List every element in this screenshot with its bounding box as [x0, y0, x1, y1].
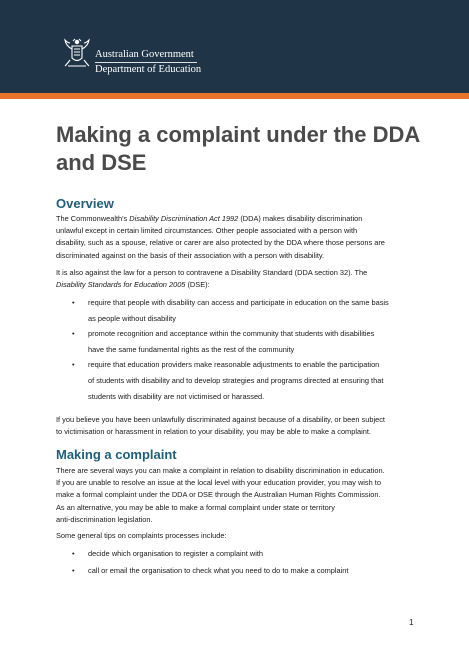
list-item-line: of students with disability and to develop strategies and programs directed at ensuring that [88, 376, 384, 385]
list-item-line: require that people with disability can access and participate in education on the same basis [88, 298, 389, 307]
overview-p1-line-2: unlawful except in certain limited circumstances. Other people associated with a person with [56, 226, 358, 236]
bullet-icon: • [72, 329, 75, 338]
overview-p2-line-1: It is also against the law for a person to contravene a Disability Standard (DDA section 32). The [56, 268, 368, 277]
making-p1-line-4: As an alternative, you may be able to make a formal complaint under state or territory [56, 502, 335, 512]
list-item-text: call or email the organisation to check what you need to do to make a complaint [88, 566, 349, 575]
overview-heading: Overview [56, 196, 114, 211]
government-header-banner [0, 0, 469, 93]
government-name: Australian Government [95, 49, 194, 60]
list-item-text [88, 357, 418, 405]
overview-p1-text-b: (DDA) makes disability discrimination [238, 214, 363, 223]
making-paragraph-2: Some general tips on complaints processes include: [56, 531, 227, 540]
overview-paragraph-2 [56, 267, 416, 291]
overview-p2-text-b: (DSE): [185, 280, 210, 290]
bullet-icon: • [72, 549, 75, 558]
bullet-icon: • [72, 566, 75, 575]
list-item-text [88, 326, 418, 358]
list-item-line: promote recognition and acceptance within the community that students with disabilities [88, 329, 375, 338]
overview-p2-line-2 [56, 279, 416, 291]
page-title-line-2: and DSE [56, 150, 147, 175]
bullet-icon: • [72, 360, 75, 369]
overview-p1-line-1 [56, 213, 416, 225]
page-title [56, 121, 436, 177]
overview-p3-line-1: If you believe you have been unlawfully discriminated against because of a disability, or been subject [56, 415, 385, 424]
coat-of-arms-icon [62, 36, 92, 70]
overview-paragraph-1 [56, 213, 416, 262]
making-p1-line-3: make a formal complaint under the DDA or DSE through the Australian Human Rights Commission. [56, 490, 381, 500]
page-number: 1 [409, 618, 414, 627]
list-item-line: students with disability are not victimised or harassed. [88, 392, 265, 401]
standards-name: Disability Standards for Education 2005 [56, 280, 186, 290]
list-item-text [88, 295, 418, 327]
making-paragraph-1 [56, 465, 416, 526]
making-p1-line-5: anti-discrimination legislation. [56, 514, 153, 524]
overview-p3-line-2: to victimisation or harassment in relation to your disability, you may be able to make a complaint. [56, 427, 371, 437]
overview-p1-line-4: discriminated against on the basis of their association with a person with disability. [56, 250, 325, 260]
making-p1-line-1: There are several ways you can make a complaint in relation to disability discrimination in education. [56, 466, 385, 475]
bullet-icon: • [72, 298, 75, 307]
making-complaint-heading: Making a complaint [56, 447, 177, 462]
overview-paragraph-3 [56, 414, 416, 438]
page-title-line-1: Making a complaint under the DDA [56, 122, 421, 147]
department-name: Department of Education [95, 64, 202, 75]
list-item-line: require that education providers make reasonable adjustments to enable the participation [88, 360, 380, 369]
making-p1-line-2: If you are unable to resolve an issue at the local level with your education provider, you may wish to [56, 478, 381, 488]
list-item-line: as people without disability [88, 314, 176, 323]
act-name: Disability Discrimination Act 1992 [129, 214, 239, 223]
header-accent-stripe [0, 93, 469, 99]
list-item-line: have the same fundamental rights as the rest of the community [88, 345, 295, 354]
overview-p1-text-a: The Commonwealth's [56, 214, 130, 223]
overview-p1-line-3: disability, such as a spouse, relative or carer are also protected by the DDA where those persons are [56, 238, 385, 248]
list-item-text: decide which organisation to register a complaint with [88, 549, 264, 558]
